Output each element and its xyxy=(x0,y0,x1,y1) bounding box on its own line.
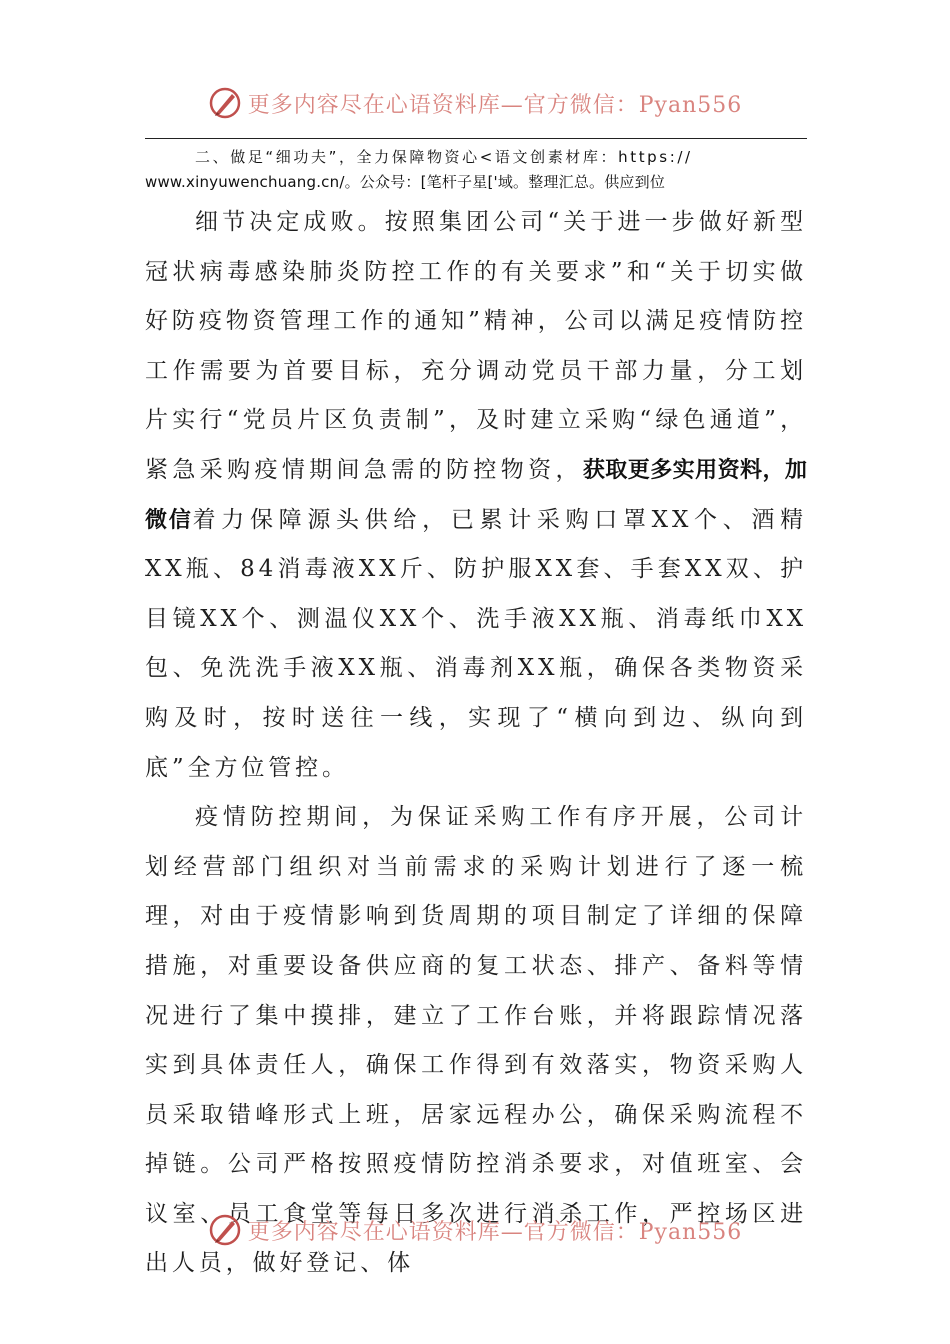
header-divider xyxy=(145,138,807,139)
section-heading xyxy=(145,145,807,195)
section-heading-line2: www.xinyuwenchuang.cn/。公众号：[笔杆子星['域。整理汇总。供应到位 xyxy=(145,173,666,191)
paragraph-1 xyxy=(145,198,807,793)
paragraph-2: 疫情防控期间，为保证采购工作有序开展，公司计划经营部门组织对当前需求的采购计划进行了逐一梳理，对由于疫情影响到货周期的项目制定了详细的保障措施，对重要设备供应商的复工状态、排产、备料等情况进行了集中摸排，建立了工作台账，并将跟踪情况落实到具体责任人，确保工作得到有效落实，物资采购人员采取错峰形式上班，居家远程办公，确保采购流程不掉链。公司严格按照疫情防控消杀要求，对值班室、会议室、员工食堂等每日多次进行消杀工作，严控场区进出人员，做好登记、体 xyxy=(145,804,807,1277)
document-body xyxy=(145,198,807,1289)
watermark-banner-top xyxy=(0,78,950,128)
paragraph-1-text-b: 着力保障源头供给，已累计采购口罩XX个、酒精XX瓶、84消毒液XX斤、防护服XX套、手套XX双、护目镜XX个、测温仪XX个、洗手液XX瓶、消毒纸巾XX包、免洗洗手液XX瓶、消毒剂XX瓶，确保各类物资采购及时，按时送往一线，实现了“横向到边、纵向到底”全方位管控。 xyxy=(145,506,807,781)
section-heading-line1: 二、做足“细功夫”，全力保障物资心<语文创素材库：https:// xyxy=(195,148,693,166)
paragraph-1-text-a: 细节决定成败。按照集团公司“关于进一步做好新型冠状病毒感染肺炎防控工作的有关要求”和“关于切实做好防疫物资管理工作的通知”精神，公司以满足疫情防控工作需要为首要目标，充分调动党员干部力量，分工划片实行“党员片区负责制”，及时建立采购“绿色通道”，紧急采购疫情期间急需的防控物资， xyxy=(145,209,807,483)
pen-logo-icon xyxy=(208,1213,242,1247)
promo-text: 获取更多实用资料，加微信 xyxy=(145,457,807,533)
pen-logo-icon xyxy=(208,86,242,120)
watermark-banner-bottom xyxy=(0,1205,950,1255)
watermark-text: 更多内容尽在心语资料库—官方微信：Pyan556 xyxy=(247,92,743,118)
watermark-text: 更多内容尽在心语资料库—官方微信：Pyan556 xyxy=(247,1219,743,1245)
